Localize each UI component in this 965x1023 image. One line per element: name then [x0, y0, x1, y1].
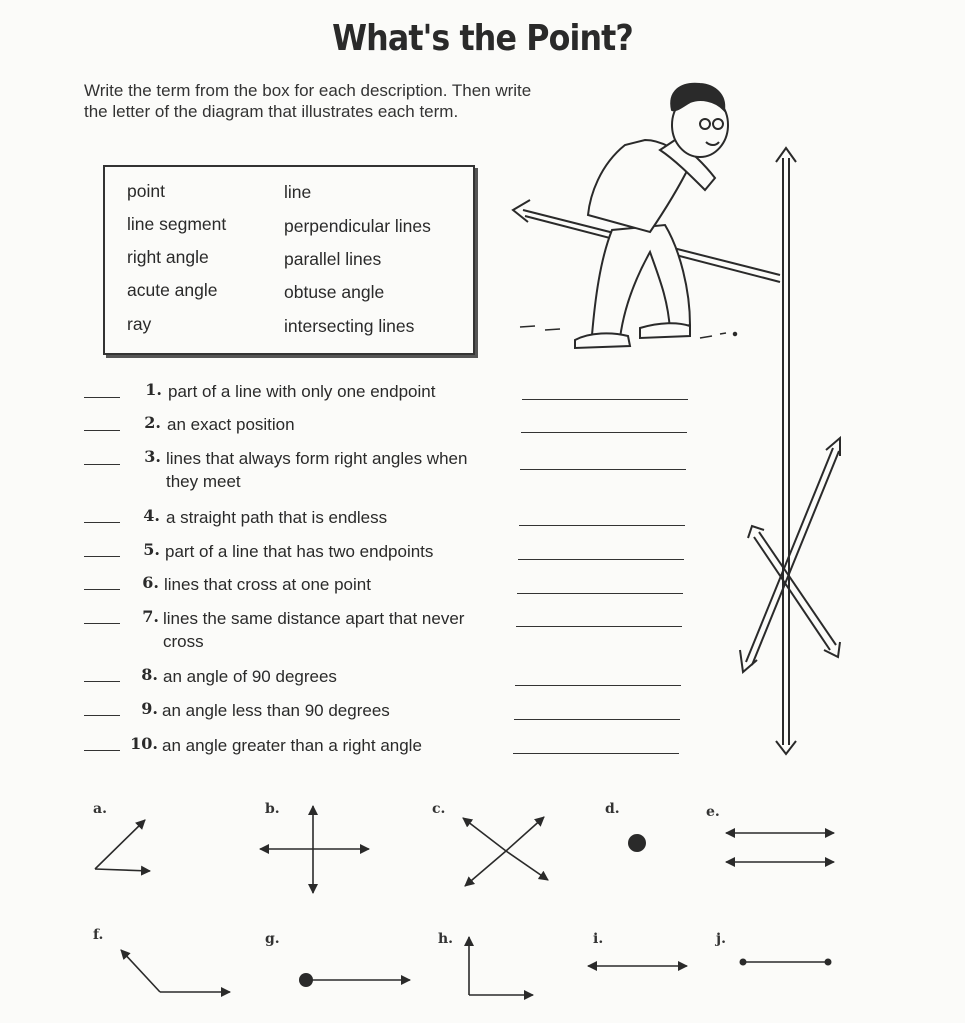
question-text: an angle of 90 degrees — [163, 667, 337, 686]
question-text: lines that cross at one point — [164, 575, 371, 594]
letter-blank-9[interactable] — [84, 715, 120, 716]
term-line: line — [284, 182, 312, 202]
letter-blank-8[interactable] — [84, 681, 120, 682]
question-text: part of a line with only one endpoint — [168, 382, 436, 401]
letter-blank-6[interactable] — [84, 589, 120, 590]
term-blank-8[interactable] — [515, 685, 681, 686]
term-intersecting-lines: intersecting lines — [284, 316, 415, 336]
diagram-label-g: g. — [265, 931, 280, 947]
diagram-label-e: e. — [706, 804, 720, 820]
term-blank-4[interactable] — [519, 525, 685, 526]
page-title: What's the Point? — [332, 18, 633, 59]
term-right-angle: right angle — [127, 247, 209, 267]
term-blank-9[interactable] — [514, 719, 680, 720]
diagram-label-c: c. — [432, 801, 446, 817]
question-text: part of a line that has two endpoints — [165, 542, 434, 561]
diagram-f-obtuse-angle-icon — [121, 950, 230, 992]
term-acute-angle: acute angle — [127, 280, 218, 300]
term-blank-10[interactable] — [513, 753, 679, 754]
letter-blank-2[interactable] — [84, 430, 120, 431]
term-blank-5[interactable] — [518, 559, 684, 560]
letter-blank-4[interactable] — [84, 522, 120, 523]
diagram-label-b: b. — [265, 801, 280, 817]
ground-marks — [520, 326, 737, 338]
question-number: 2. — [144, 413, 161, 432]
question-text: lines that always form right angles when they meet — [166, 449, 468, 491]
term-blank-3[interactable] — [520, 469, 686, 470]
vertical-line-icon — [776, 148, 796, 754]
letter-blank-5[interactable] — [84, 556, 120, 557]
question-number: 8. — [141, 665, 158, 684]
diagram-j-endpoint-left-icon — [740, 959, 747, 966]
term-blank-2[interactable] — [521, 432, 687, 433]
diagram-g-endpoint-icon — [299, 973, 313, 987]
term-blank-1[interactable] — [522, 399, 688, 400]
term-box — [103, 165, 475, 355]
question-number: 9. — [141, 699, 158, 718]
term-point: point — [127, 181, 165, 201]
ray-icon — [513, 200, 780, 282]
question-number: 3. — [144, 447, 161, 466]
diagram-e-parallel-lines-icon — [726, 833, 834, 862]
question-text: lines the same distance apart that never cross — [163, 609, 465, 651]
question-text: an exact position — [167, 415, 295, 434]
term-blank-7[interactable] — [516, 626, 682, 627]
question-number: 4. — [143, 506, 160, 525]
question-number: 10. — [130, 734, 158, 753]
question-number: 7. — [142, 607, 159, 626]
question-text: an angle greater than a right angle — [162, 736, 422, 755]
diagram-h-right-angle-icon — [469, 937, 533, 995]
term-obtuse-angle: obtuse angle — [284, 282, 385, 302]
diagram-label-h: h. — [438, 931, 454, 947]
letter-blank-7[interactable] — [84, 623, 120, 624]
diagram-a-acute-angle-icon — [95, 820, 150, 871]
question-text: a straight path that is endless — [166, 508, 388, 527]
diagram-b-perpendicular-lines-icon — [260, 806, 369, 893]
question-text: an angle less than 90 degrees — [162, 701, 390, 720]
term-blank-6[interactable] — [517, 593, 683, 594]
instructions: Write the term from the box for each description. Then write the letter of the diagram that illustrates each term. — [84, 81, 532, 121]
diagram-label-i: i. — [593, 931, 604, 947]
intersecting-lines-icon — [740, 438, 840, 672]
diagram-label-a: a. — [93, 801, 107, 817]
letter-blank-1[interactable] — [84, 397, 120, 398]
diagram-label-f: f. — [93, 927, 104, 943]
term-parallel-lines: parallel lines — [284, 249, 382, 269]
diagram-label-j: j. — [716, 931, 726, 947]
diagram-j-endpoint-right-icon — [825, 959, 832, 966]
term-ray: ray — [127, 314, 152, 334]
term-line-segment: line segment — [127, 214, 227, 234]
diagram-label-d: d. — [605, 801, 620, 817]
question-number: 5. — [143, 540, 160, 559]
question-number: 6. — [142, 573, 159, 592]
letter-blank-3[interactable] — [84, 464, 120, 465]
diagram-c-intersecting-lines-icon — [463, 817, 548, 886]
diagram-d-point-icon — [628, 834, 646, 852]
question-number: 1. — [145, 380, 162, 399]
term-perpendicular-lines: perpendicular lines — [284, 216, 431, 236]
thinking-man-icon — [575, 84, 728, 348]
